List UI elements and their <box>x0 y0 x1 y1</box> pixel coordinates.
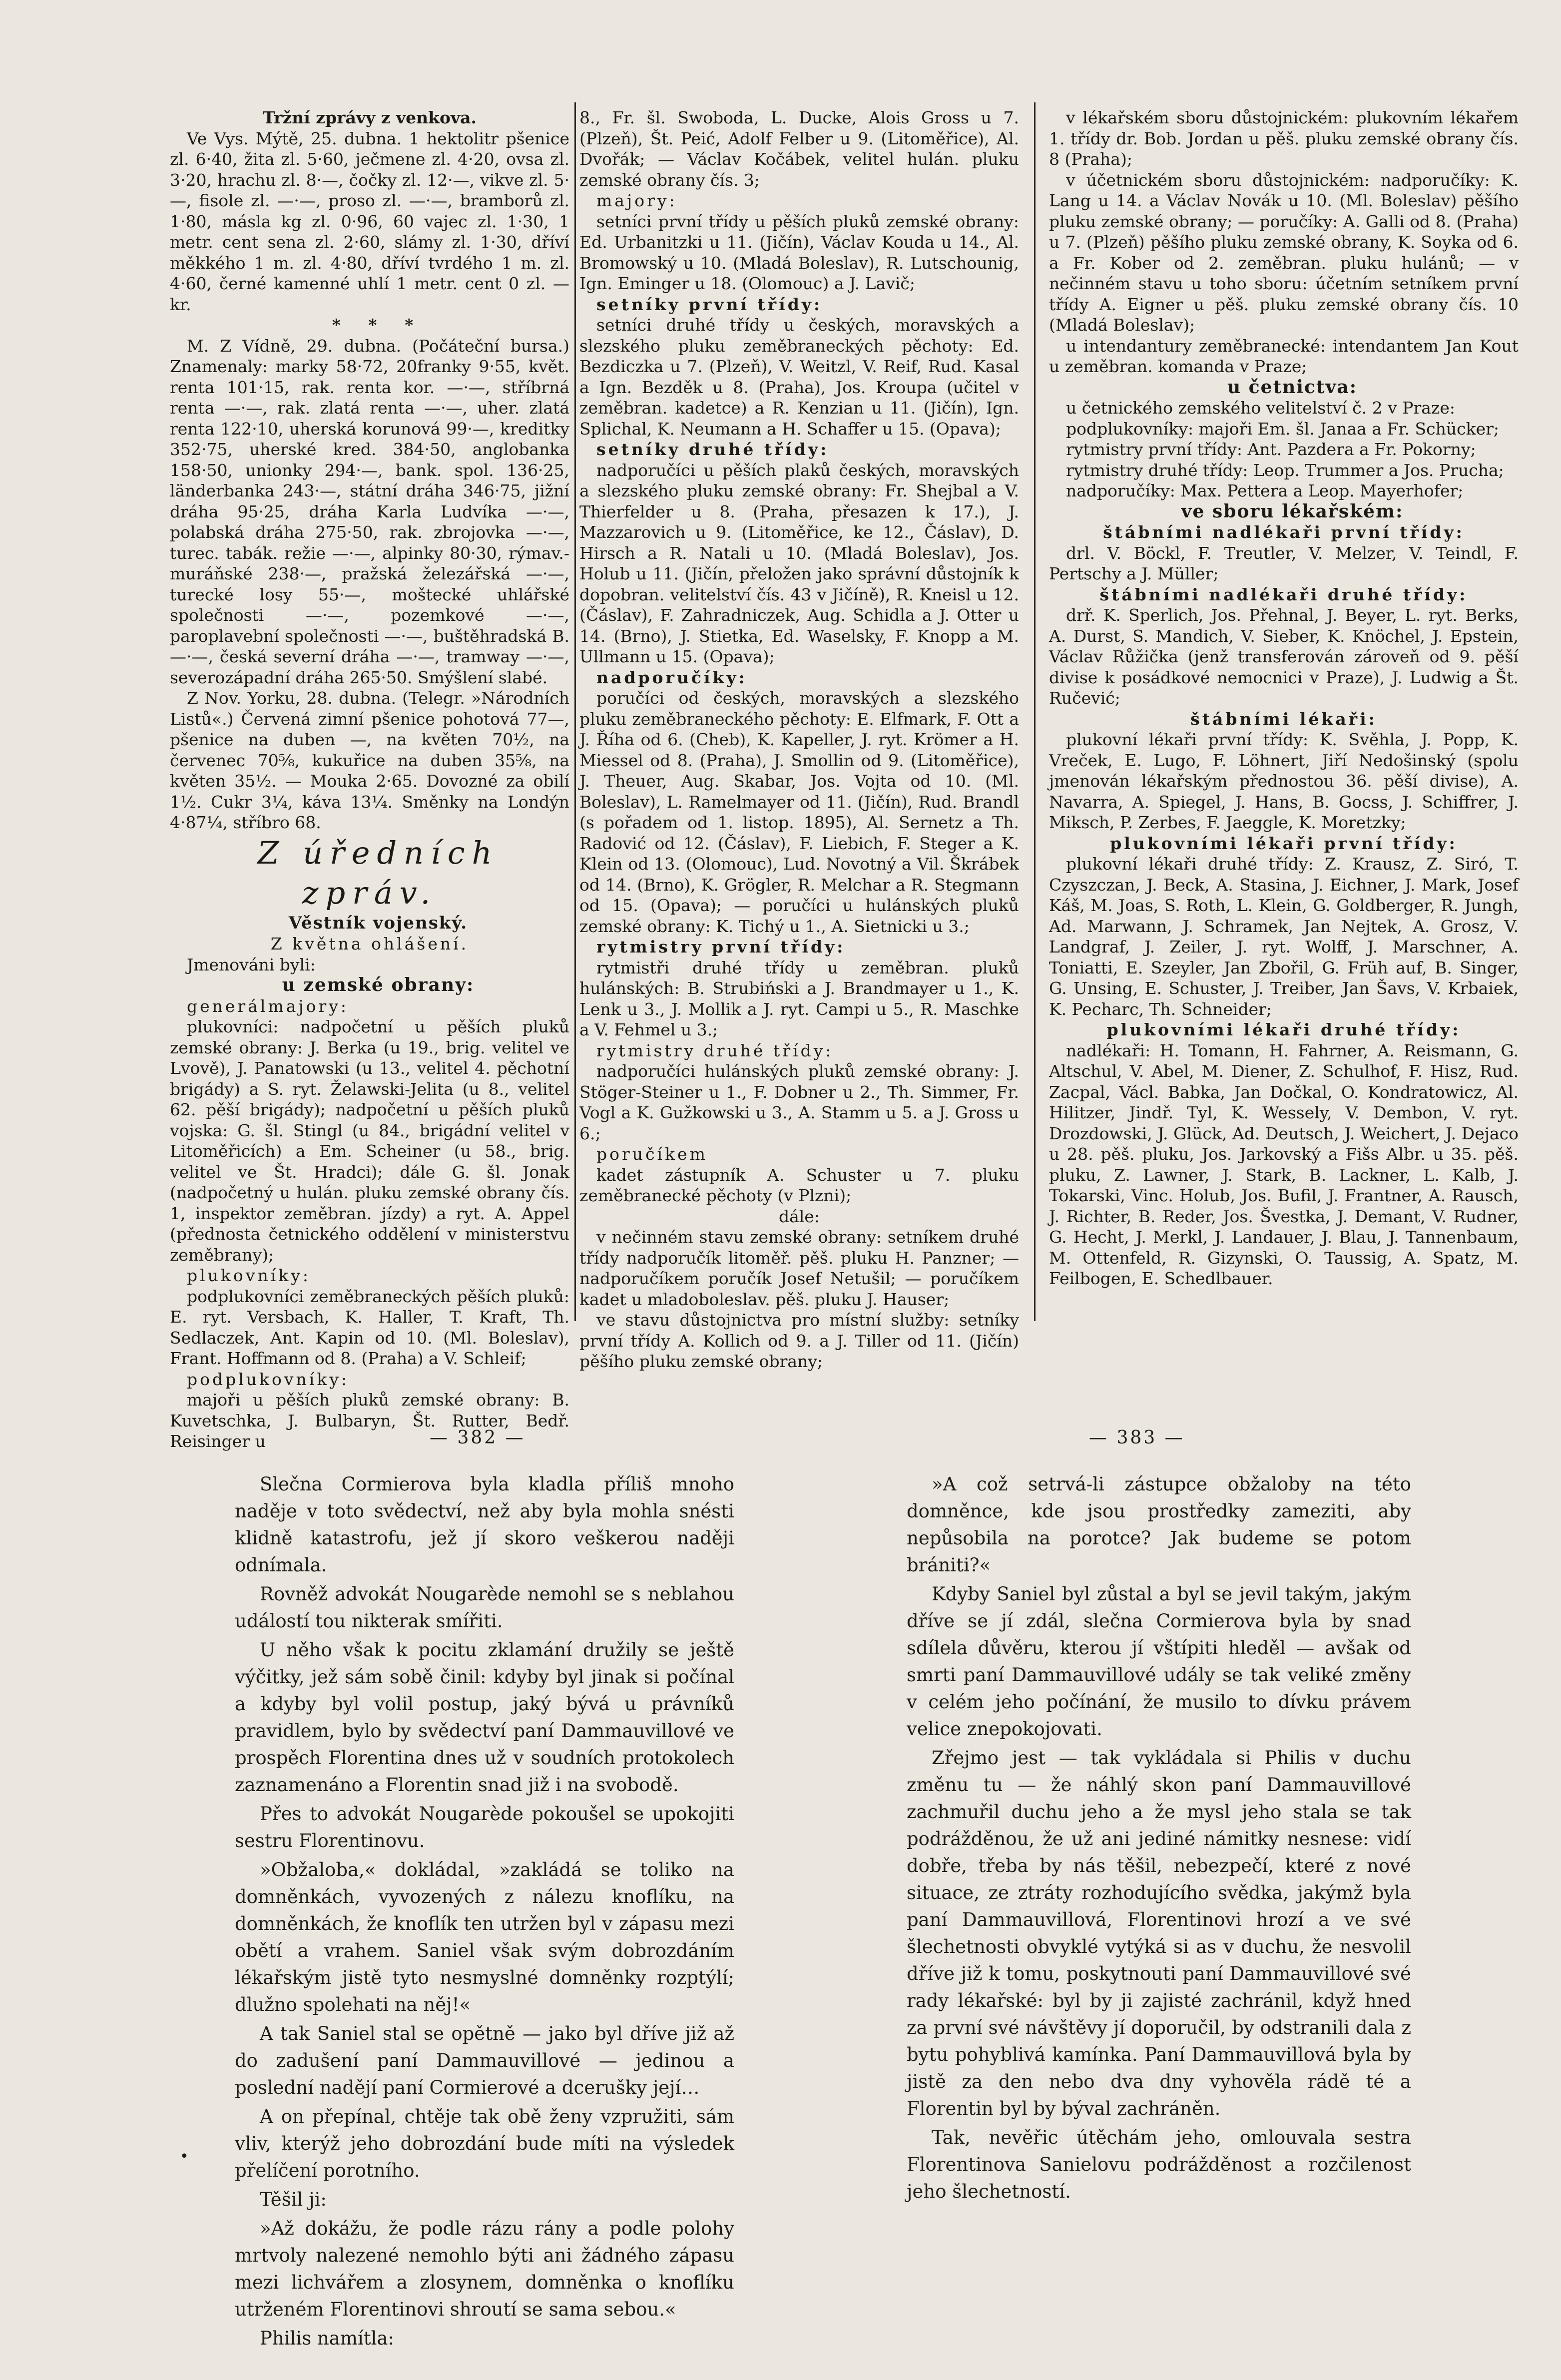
column-right <box>1049 107 1519 1346</box>
rank-captains-1: setníky první třídy: <box>596 294 823 314</box>
medical-corps-title: ve sboru lékařském: <box>1181 500 1404 522</box>
rank-rittmeisters-2: rytmistry druhé třídy: <box>596 1040 834 1060</box>
col2-para-1: 8., Fr. šl. Swoboda, L. Ducke, Alois Gross u 7. (Plzeň), Št. Peić, Adolf Felber u 9. (Litoměřice), Al. Dvořák; — Václav Kočábek, velitel hulán. pluku zemské obrany čís. 3; <box>579 108 1019 190</box>
col3-para-16: plukovní lékaři druhé třídy: Z. Krausz, Z. Siró, T. Czyszczan, J. Beck, A. Stasina, J. Eichner, J. Mark, Josef Káš, M. Joas, S. Roth, L. Klein, G. Goldberger, R. Jungh, Ad. Marwann, J. Schramek, Jan Nejtek, A. Grosz, V. Landgraf, J. Zeiler, J. ryt. Wolff, J. Marschner, A. Toniatti, E. Szeyler, Jan Zbořil, G. Früh auf, B. Singer, G. Unsing, E. Schuster, J. Treiber, Jan Šavs, V. Krbaiek, K. Pecharc, Th. Schneider; <box>1049 854 1519 1019</box>
col3-para-2: v účetnickém sboru důstojnickém: nadporučíky: K. Lang u 14. a Václav Novák u 10. (Ml. Boleslav) pěšího pluku zemské obrany; — poručíky: A. Galli od 8. (Praha) u 7. (Plzeň) pěšího pluku zemské obrany, K. Soyka od 6. a Fr. Kober od 2. zeměbran. pluku hulánů; — v nečinném stavu u toho sboru: účetním setníkem první třídy A. Eigner u pěš. pluku zemské obrany čís. 10 (Mladá Boleslav); <box>1049 170 1519 335</box>
col2-para-6: rytmistři druhé třídy u zeměbran. pluků hulánských: B. Strubiński a J. Brandmayer u 1., K. Lenk u 3., J. Mollik a J. ryt. Campi u 5., R. Maschke a V. Fehmel u 3.; <box>579 957 1019 1039</box>
market-vys-myto: Ve Vys. Mýtě, 25. dubna. 1 hektolitr pšenice zl. 6·40, žita zl. 5·60, ječmene zl. 4·20, ovsa zl. 3·20, hrachu zl. 8·—, čočky zl. 12·—, vikve zl. 5·—, fisole zl. —·—, proso zl. —·—, bramborů zl. 1·80, másla kg zl. 0·96, 60 vajec zl. 1·30, 1 metr. cent sena zl. 2·60, slámy zl. 1·30, dříví měkkého 1 m. zl. 4·80, dříví tvrdého 1 m. zl. 4·60, černé kamenné uhlí 1 metr. cent 0 zl. — kr. <box>170 128 569 314</box>
rank-regimental-2: plukovními lékaři druhé třídy: <box>1106 1020 1461 1039</box>
rank-colonels: plukovníky: <box>187 1266 311 1285</box>
col3-para-10: drl. V. Böckl, F. Treutler, V. Melzer, V. Teindl, F. Pertschy a J. Müller; <box>1049 543 1519 583</box>
month-line: Z května ohlášení. <box>270 934 469 953</box>
page-number-left: — 382 — <box>430 1428 525 1448</box>
story-left-p8: Těšil ji: <box>260 2189 327 2210</box>
col3-para-4: u četnického zemského velitelství č. 2 v Praze: <box>1066 398 1455 418</box>
col3-para-3: u intendantury zeměbranecké: intendantem Jan Kout u zeměbran. komanda v Praze; <box>1049 336 1519 376</box>
rank-general-majors: generálmajory: <box>187 996 349 1016</box>
rank-lt-colonels: podplukovníky: <box>187 1369 350 1389</box>
land-defence-title: u zemské obrany: <box>282 974 475 995</box>
rank-captains-2: setníky druhé třídy: <box>596 440 829 459</box>
col1-para-6: majoři u pěších pluků zemské obrany: B. Kuvetschka, J. Bulbaryn, Št. Rutter, Bedř. Reisinger u <box>170 1390 569 1451</box>
col3-para-6: rytmistry první třídy: Ant. Pazdera a Fr. Pokorny; <box>1066 440 1476 459</box>
story-left-p5: »Obžaloba,« dokládal, »zakládá se toliko na domněnkách, vyvozených z nálezu knoflíku, na domněnkách, že knoflík ten utržen byl v zápasu mezi obětí a vrahem. Saniel však svým dobrozdáním lékařským jistě tyto nesmyslné domněnky rozptýlí; dlužno spolehati na něj!« <box>235 1859 734 2015</box>
col2-para-8: kadet zástupník A. Schuster u 7. pluku zeměbranecké pěchoty (v Plzni); <box>579 1165 1019 1205</box>
col2-para-11: ve stavu důstojnictva pro místní služby: setníky první třídy A. Kollich od 9. a J. Tiller od 11. (Jičín) pěšího pluku zemské obrany; <box>579 1310 1019 1371</box>
column-middle <box>579 107 1019 1371</box>
story-left-p6: A tak Saniel stal se opětně — jako byl dříve již až do zadušení paní Dammauvillové — jedinou a poslední nadějí paní Cormierové a dcerušky její… <box>235 2023 734 2098</box>
rank-staff-doctors: štábními lékaři: <box>1190 709 1377 729</box>
story-left-p1: Slečna Cormierova byla kladla příliš mnoho naděje v toto svědectví, než aby byla mohla snésti klidně katastrofu, jež jí skoro veškerou naději odnímala. <box>235 1473 734 1576</box>
col3-para-14: plukovní lékaři první třídy: K. Svěhla, J. Popp, K. Vreček, E. Lugo, F. Löhnert, Jiří Nedošinský (spolu jmenován lékařským přednostou 36. pěší divise), A. Navarra, A. Spiegel, J. Hans, B. Gocss, J. Schiffrer, J. Miksch, P. Zerbes, F. Jaeggle, K. Moretzky; <box>1049 730 1519 832</box>
col3-para-18: nadlékaři: H. Tomann, H. Fahrner, A. Reismann, G. Altschul, V. Abel, M. Diener, Z. Schulhof, F. Hisz, Rud. Zacpal, Václ. Babka, Jan Dočkal, O. Kondratowicz, Al. Hilitzer, Jindř. Tyl, K. Wessely, V. Dembon, V. ryt. Drozdowski, J. Glück, Ad. Deutsch, J. Weichert, J. Dejaco u 28. pěš. pluku, Jos. Jarkovský a Fišs Albr. u 35. pěš. pluku, Z. Lawner, J. Stark, B. Lackner, L. Kalb, J. Tokarski, Vinc. Holub, Jos. Bufil, J. Frantner, A. Rausch, J. Richter, B. Reder, Jos. Švestka, J. Demant, V. Rudner, G. Hecht, J. Merkl, J. Landauer, J. Blau, J. Tannenbaum, M. Ottenfeld, R. Gizynski, O. Taussig, A. Spatz, M. Feilbogen, E. Schedlbauer. <box>1049 1040 1519 1288</box>
rank-staff-senior-2: štábními nadlékaři druhé třídy: <box>1099 584 1468 604</box>
column-divider-1 <box>574 102 576 1321</box>
col3-para-8: nadporučíky: Max. Pettera a Leop. Mayerhofer; <box>1066 481 1464 500</box>
col1-para-4: plukovníci: nadpočetní u pěších pluků zemské obrany: J. Berka (u 19., brig. velitel ve Lvově), J. Panatowski (u 13., velitel 4. pěchotní brigády) a S. ryt. Želawski-Jelita (u 8., velitel 62. pěší brigády); nadpočetní u pěších pluků vojska: G. šl. Stingl (u 84., brigádní velitel v Litoměřicích) a Em. Scheiner (u 58., brig. velitel ve Št. Hradci); dále G. šl. Jonak (nadpočetný u hulán. pluku zemské obrany čís. 1, inspektor zeměbran. jízdy) a ryt. A. Appel (přednosta četnického oddělení v ministerstvu zeměbrany); <box>170 1017 569 1265</box>
official-news-title: Z úředních zpráv. <box>257 834 499 911</box>
col2-para-2: setníci první třídy u pěších pluků zemské obrany: Ed. Urbanitzki u 11. (Jičín), Václav Kouda u 14., Al. Bromowský u 10. (Mladá Boleslav), R. Lutschounig, Ign. Eminger u 18. (Olomouc) a J. Lavič; <box>579 211 1019 293</box>
rank-lieutenant: poručíkem <box>596 1144 708 1164</box>
col2-para-4: nadporučíci u pěších plaků českých, moravských a slezského pluku zemské obrany: Fr. Shejbal a V. Thierfelder u 8. (Praha, přesazen k 17.), J. Mazzarovich u 9. (Litoměřice, ke 12., Čáslav), D. Hirsch a R. Natali u 10. (Mladá Boleslav), Jos. Holub u 11. (Jičín, přeložen jako správní důstojník k dopobran. velitelství čís. 43 v Jičíně), R. Kneisl u 12. (Čáslav), F. Zahradniczek, Aug. Schidla a J. Otter u 14. (Brno), J. Stietka, Ed. Waselsky, F. Knopp a M. Ullmann u 15. (Opava); <box>579 460 1019 666</box>
col2-para-10: v nečinném stavu zemské obrany: setníkem druhé třídy nadporučík litoměř. pěš. pluku H. Panzner; — nadporučíkem poručík Josef Netušil; — poručíkem kadet u mladoboleslav. pěš. pluku J. Hauser; <box>579 1227 1019 1309</box>
market-vienna: M. Z Vídně, 29. dubna. (Počáteční bursa.) Znamenaly: marky 58·72, 20franky 9·55, květ. renta 101·15, rak. renta kor. —·—, stříbrná renta —·—, rak. zlatá renta —·—, uher. zlatá renta 122·10, uherská korunová 99·—, kreditky 352·75, uherské kred. 384·50, anglobanka 158·50, unionky 294·—, bank. spol. 136·25, länderbanka 243·—, státní dráha 346·75, jižní dráha 95·25, dráha Karla Ludvíka —·—, polabská dráha 275·50, rak. zbrojovka —·—, turec. tabák. režie —·—, alpinky 80·30, rýmav.-muráňské 238·—, pražská železářská —·—, turecké losy 55·—, moštecké uhlářské společnosti —·—, pozemkové —·—, paroplavební společnosti —·—, buštěhradská B. —·—, česká severní dráha —·—, tramway —·—, severozápadní dráha 265·50. Smýšlení slabé. <box>170 336 569 687</box>
col3-para-12: drř. K. Sperlich, Jos. Přehnal, J. Beyer, L. ryt. Berks, A. Durst, S. Mandich, V. Sieber, K. Knöchel, J. Epstein, Václav Růžička (jenž transferován zároveň od 9. pěší divise k posádkové nemocnici v Praze), J. Ludwig a Št. Ručević; <box>1049 605 1519 708</box>
market-new-york: Z Nov. Yorku, 28. dubna. (Telegr. »Národních Listů«.) Červená zimní pšenice pohotová 77—, pšenice na duben —, na květen 70½, na červenec 70⅝, kukuřice na duben 35⅝, na květen 35½. — Mouka 2·65. Dovozné za obilí 1½. Cukr 3¼, káva 13¼. Směnky na Londýn 4·87¼, stříbro 68. <box>170 688 569 832</box>
story-right-p4: Tak, nevěřic útěchám jeho, omlouvala sestra Florentinova Sanielovu podrážděnost a rozčilenost jeho šlechetností. <box>907 2127 1411 2202</box>
page-number-right: — 383 — <box>1089 1428 1185 1448</box>
rank-majors: majory: <box>596 191 677 210</box>
column-divider-2 <box>1034 102 1036 1321</box>
story-right-p3: Zřejmo jest — tak vykládala si Philis v duchu změnu tu — že náhlý skon paní Dammauvillové zachmuřil duchu jeho a že mysl jeho stala se tak podrážděnou, že už ani jediné námitky nesnese: vidí dobře, třeba by nás těšil, nebezpečí, které z nové situace, ze ztráty rozhodujícího svědka, jakýmž byla paní Dammauvillová, Florentinovi hrozí a ve své šlechetnosti obvyklé vytýká si as v duchu, že nesvolil dříve již k tomu, poskytnouti paní Dammauvillové své rady lékařské: byl by ji zajisté zachránil, když hned za první své návštěvy jí doporučil, by odstranili dala z bytu pohyblivá kamínka. Paní Dammauvillová byla by jistě za den nebo dva dny vyhověla rádě té a Florentin byl by býval zachráněn. <box>907 1747 1411 2119</box>
military-gazette-title: Věstník vojenský. <box>288 913 468 933</box>
rank-staff-senior-1: štábními nadlékaři první třídy: <box>1103 522 1465 542</box>
rank-first-lieutenants: nadporučíky: <box>596 667 747 687</box>
col2-para-3: setníci druhé třídy u českých, moravských a slezského pluku zeměbraneckých pěchoty: Ed. Bezdiczka u 7. (Plzeň), V. Weitzl, V. Reif, Rud. Kasal a Ign. Bezděk u 8. (Praha), Jos. Kroupa (učitel v zeměbran. kadetce) a R. Kenzian u 11. (Jičín), Ign. Splichal, K. Neumann a H. Schaffer u 15. (Opava); <box>579 315 1019 439</box>
col3-para-7: rytmistry druhé třídy: Leop. Trummer a Jos. Prucha; <box>1066 460 1504 480</box>
col2-further: dále: <box>778 1206 820 1226</box>
rank-rittmeisters-1: rytmistry první třídy: <box>596 937 846 956</box>
section-stars: * * * <box>332 315 425 335</box>
col1-para-5: podplukovníci zeměbraneckých pěších pluků: E. ryt. Versbach, K. Haller, T. Kraft, Th. Sedlaczek, Ant. Kapin od 10. (Ml. Boleslav), Frant. Hoffmann od 8. (Praha) a V. Schleif; <box>170 1286 569 1368</box>
col2-para-7: nadporučíci hulánských pluků zemské obrany: J. Stöger-Steiner u 1., F. Dobner u 2., Th. Simmer, Fr. Vogl a K. Gužkowski u 3., A. Stamm u 5. a J. Gross u 6.; <box>579 1061 1019 1143</box>
story-left-p3: U něho však k pocitu zklamání družily se ještě výčitky, jež sám sobě činil: kdyby byl jinak si počínal a kdyby byl volil postup, jaký bývá u právníků pravidlem, bylo by svědectví paní Dammauvillové ve prospěch Florentina dnes už v soudních protokolech zaznamenáno a Florentin snad již i na svobodě. <box>235 1639 734 1796</box>
story-left-p9: »Až dokážu, že podle rázu rány a podle polohy mrtvoly nalezené nemohlo býti ani žádného zápasu mezi lichvářem a zlosynem, domněnka o knoflíku utrženém Florentinovi shroutí se sama sebou.« <box>235 2218 734 2320</box>
story-column-left <box>235 1471 734 2349</box>
story-left-p2: Rovněž advokát Nougarède nemohl se s neblahou událostí tou nikterak smířiti. <box>235 1583 734 1632</box>
story-left-p4: Přes to advokát Nougarède pokoušel se upokojiti sestru Florentinovu. <box>235 1803 734 1852</box>
gendarmerie-title: u četnictva: <box>1227 376 1358 398</box>
market-news-heading: Tržní zprávy z venkova. <box>262 108 477 127</box>
story-right-p1: »A což setrvá-li zástupce obžaloby na této domněnce, kde jsou prostředky zameziti, aby nepůsobila na porotce? Jak budeme se potom brániti?« <box>907 1473 1411 1576</box>
story-right-p2: Kdyby Saniel byl zůstal a byl se jevil takým, jakým dříve se jí zdál, slečna Cormierova byla by snad sdílela důvěru, kterou jí vštípiti hleděl — avšak od smrti paní Dammauvillové udály se tak veliké změny v celém jeho počínání, že musilo to dívku právem velice znepokojovati. <box>907 1583 1411 1740</box>
appointed-line: Jmenováni byli: <box>187 954 316 974</box>
story-column-right <box>907 1471 1411 2260</box>
story-left-p7: A on přepínal, chtěje tak obě ženy vzpružiti, sám vliv, kterýž jeho dobrozdání bude míti na výsledek přelíčení porotního. <box>235 2106 734 2181</box>
rank-regimental-1: plukovními lékaři první třídy: <box>1110 833 1458 853</box>
col3-para-1: v lékařském sboru důstojnickém: plukovním lékařem 1. třídy dr. Bob. Jordan u pěš. pluku zemské obrany čís. 8 (Praha); <box>1049 108 1519 169</box>
col3-para-5: podplukovníky: majoři Em. šl. Janaa a Fr. Schücker; <box>1066 419 1500 439</box>
margin-dot-icon: • <box>180 2148 189 2165</box>
col2-para-5: poručíci od českých, moravských a slezského pluku zeměbraneckého pěchoty: E. Elfmark, F. Ott a J. Říha od 6. (Cheb), K. Kapeller, J. ryt. Krömer a H. Miessel od 8. (Praha), J. Smollin od 9. (Litoměřice), J. Theuer, Aug. Skabar, Jos. Vojta od 10. (Ml. Boleslav), L. Ramelmayer od 11. (Jičín), Rud. Brandl (s pořadem od 1. listop. 1895), Al. Sernetz a Th. Radović od 12. (Čáslav), F. Liebich, F. Steger a K. Klein od 13. (Olomouc), Lud. Novotný a Vil. Škrábek od 14. (Brno), K. Grögler, R. Melchar a R. Stegmann od 15. (Opava); — poručíci u hulánských pluků zemské obrany: K. Tichý u 1., A. Sietnicki u 3.; <box>579 688 1019 936</box>
story-left-p10: Philis namítla: <box>260 2328 395 2349</box>
